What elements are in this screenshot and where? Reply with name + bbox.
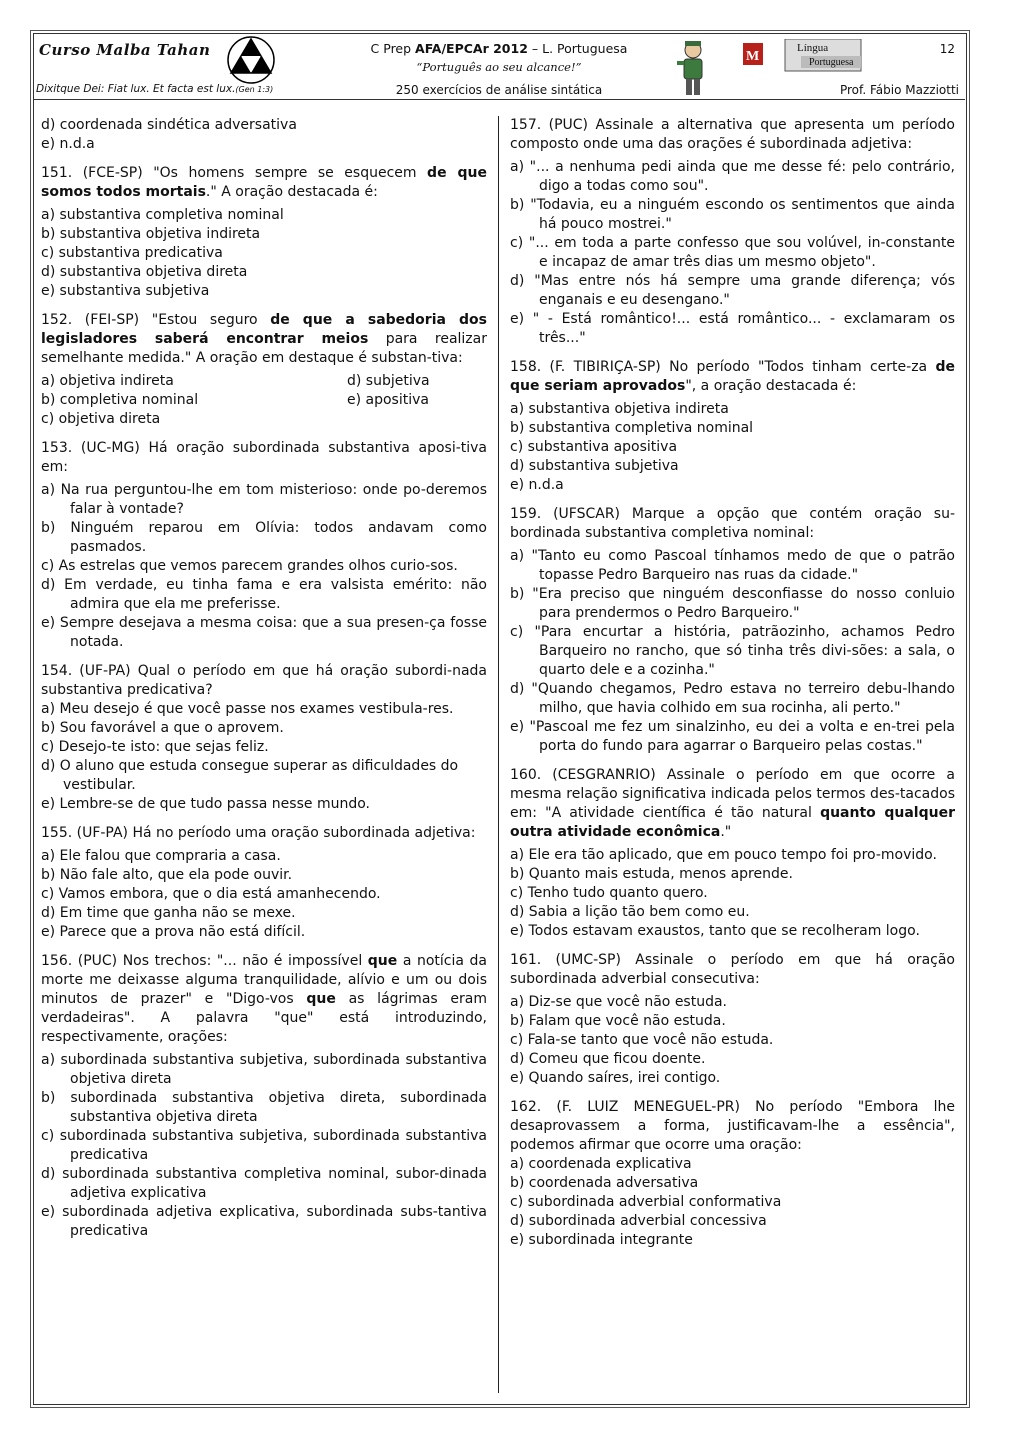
option: d) substantiva subjetiva [510,458,679,474]
option: d) Em time que ganha não se mexe. [41,905,296,921]
question-153 [41,439,487,652]
option: e) subordinada adjetiva explicativa, subordinada subs-tantiva predicativa [41,1204,487,1239]
option: d) subordinada adverbial concessiva [510,1213,767,1229]
question-155 [41,824,487,942]
slogan: “Português ao seu alcance!” [416,60,582,74]
question-154 [41,662,487,814]
question-text: 161. (UMC-SP) Assinale o período em que há oração subordinada adverbial consecutiva: [510,952,955,987]
logo-text-portuguesa: Portuguesa [809,57,854,68]
option: e) Sempre desejava a mesma coisa: que a sua presen-ça fosse notada. [41,615,487,650]
option: c) objetiva direta [41,411,161,427]
option: a) Na rua perguntou-lhe em tom misterioso: onde po-deremos falar à vontade? [41,482,487,517]
option: d) coordenada sindética adversativa [41,117,297,133]
option: a) "Tanto eu como Pascoal tínhamos medo de que o patrão topasse Pedro Barqueiro nas ruas da cidade." [510,548,955,583]
option: e) substantiva subjetiva [41,283,210,299]
question-151 [41,164,487,301]
option: c) As estrelas que vemos parecem grandes olhos curio-sos. [41,558,458,574]
header-rule [33,99,965,100]
option: b) Ninguém reparou em Olívia: todos andavam como pasmados. [41,520,487,555]
option: a) Diz-se que você não estuda. [510,994,728,1010]
option: c) subordinada substantiva subjetiva, subordinada substantiva predicativa [41,1128,487,1163]
option: d) "Quando chegamos, Pedro estava no terreiro debu-lhando milho, que havia colhido em sua rocinha, ali perto." [510,681,955,716]
option: b) Sou favorável a que o aprovem. [41,720,284,736]
continued-options [41,116,487,154]
cartoon-figure-icon [673,38,713,98]
option: e) Parece que a prova não está difícil. [41,924,306,940]
question-161 [510,951,955,1088]
option: d) substantiva objetiva direta [41,264,248,280]
option: b) Quanto mais estuda, menos aprende. [510,866,793,882]
right-column [510,116,955,1260]
subtitle: 250 exercícios de análise sintática [395,83,603,97]
question-152 [41,311,487,429]
option: a) "... a nenhuma pedi ainda que me desse fé: pelo contrário, digo a todas como sou". [510,159,955,194]
option: e) " - Está romântico!... está romântico... - exclamaram os três..." [510,311,955,346]
option: b) subordinada substantiva objetiva direta, subordinada substantiva objetiva direta [41,1090,487,1125]
question-162 [510,1098,955,1250]
svg-text:M: M [746,49,760,64]
option: c) substantiva apositiva [510,439,678,455]
option: a) coordenada explicativa [510,1156,692,1172]
page-number: 12 [939,42,955,56]
page-header [33,33,965,99]
option: e) Quando saíres, irei contigo. [510,1070,721,1086]
question-text: 157. (PUC) Assinale a alternativa que apresenta um período composto onde uma das orações é subordinada adjetiva: [510,117,955,152]
option: b) Falam que você não estuda. [510,1013,726,1029]
question-text: 154. (UF-PA) Qual o período em que há oração subordi-nada substantiva predicativa? [41,663,487,698]
option: d) subordinada substantiva completiva nominal, subor-dinada adjetiva explicativa [41,1166,487,1201]
question-159 [510,505,955,756]
option: e) Lembre-se de que tudo passa nesse mundo. [41,796,370,812]
option: d) Comeu que ficou doente. [510,1051,706,1067]
option: b) coordenada adversativa [510,1175,699,1191]
question-157 [510,116,955,348]
option: d) O aluno que estuda consegue superar as dificuldades do vestibular. [41,758,459,793]
motto: Dixitque Dei: Fiat lux. Et facta est lux.(Gen 1:3) [36,83,274,95]
question-text: 159. (UFSCAR) Marque a opção que contém oração su-bordinada substantiva completiva nominal: [510,506,955,541]
question-160 [510,766,955,941]
option: b) substantiva objetiva indireta [41,226,261,242]
course-title: C Prep AFA/EPCAr 2012 – L. Portuguesa [370,41,628,56]
option: d) subjetiva [347,373,430,389]
option: b) substantiva completiva nominal [510,420,754,436]
option: a) objetiva indireta [41,373,174,389]
question-156 [41,952,487,1241]
option: a) substantiva objetiva indireta [510,401,729,417]
question-text: 162. (F. LUIZ MENEGUEL-PR) No período "Embora lhe desaprovassem a forma, justificavam-lhe a essência", podemos afirmar que ocorre uma oração: [510,1099,955,1153]
option: b) completiva nominal [41,392,199,408]
option: a) substantiva completiva nominal [41,207,284,223]
option: b) Não fale alto, que ela pode ouvir. [41,867,293,883]
option: e) "Pascoal me fez um sinalzinho, eu dei a volta e en-trei pela porta do fundo para agarrar o Barqueiro pelas costas." [510,719,955,754]
option: c) "Para encurtar a história, patrãozinho, achamos Pedro Barqueiro no rancho, que só tinha três divi-sões: a sala, o quarto dele e a cozinha." [510,624,955,678]
option: c) Desejo-te isto: que sejas feliz. [41,739,269,755]
option: c) substantiva predicativa [41,245,223,261]
left-column [41,116,487,1251]
option: d) Em verdade, eu tinha fama e era valsista emérito: não admira que ela me preferisse. [41,577,487,612]
option: b) "Todavia, eu a ninguém escondo os sentimentos que ainda há pouco mostrei." [510,197,955,232]
option: d) Sabia a lição tão bem como eu. [510,904,750,920]
option: c) Vamos embora, que o dia está amanhecendo. [41,886,381,902]
option: a) Ele era tão aplicado, que em pouco tempo foi pro-movido. [510,847,937,863]
question-text: 156. (PUC) Nos trechos: "... não é impossível que a notícia da morte me deixasse alguma tranquilidade, alívio e um ou dois minutos de prazer" e "Digo-vos que as lágrimas eram verdadeiras". A palavra "que" está introduzindo, respectivamente, orações: [41,953,487,1045]
option: e) Todos estavam exaustos, tanto que se recolheram logo. [510,923,920,939]
option: e) n.d.a [510,477,564,493]
option: e) apositiva [347,392,429,408]
option: c) "... em toda a parte confesso que sou volúvel, in-constante e incapaz de amar três dias um mesmo objeto". [510,235,955,270]
question-158 [510,358,955,495]
question-text: 160. (CESGRANRIO) Assinale o período em que ocorre a mesma relação significativa indicada pelos termos des-tacados em: "A atividade científica é tão natural quanto qualquer outra atividade econômica." [510,767,955,840]
option: e) n.d.a [41,136,95,152]
question-text: 153. (UC-MG) Há oração subordinada substantiva aposi-tiva em: [41,440,487,475]
option: a) subordinada substantiva subjetiva, subordinada substantiva objetiva direta [41,1052,487,1087]
option: c) Tenho tudo quanto quero. [510,885,708,901]
question-text: 151. (FCE-SP) "Os homens sempre se esquecem de que somos todos mortais." A oração destacada é: [41,165,487,200]
option: a) Ele falou que compraria a casa. [41,848,281,864]
option: e) subordinada integrante [510,1232,693,1248]
option: d) "Mas entre nós há sempre uma grande diferença; vós enganais e eu desengano." [510,273,955,308]
option: a) Meu desejo é que você passe nos exames vestibula-res. [41,701,454,717]
option: b) "Era preciso que ninguém desconfiasse do nosso conluio para prendermos o Pedro Barqueiro." [510,586,955,621]
logo-text-lingua: Língua [797,42,829,54]
school-name: Curso Malba Tahan [39,41,211,59]
option: c) Fala-se tanto que você não estuda. [510,1032,774,1048]
question-text: 152. (FEI-SP) "Estou seguro de que a sabedoria dos legisladores saberá encontrar meios para realizar semelhante medida." A oração em destaque é substan-tiva: [41,312,487,366]
question-text: 155. (UF-PA) Há no período uma oração subordinada adjetiva: [41,825,476,841]
option: c) subordinada adverbial conformativa [510,1194,782,1210]
column-divider [498,116,499,1393]
professor-name: Prof. Fábio Mazziotti [839,83,959,97]
question-text: 158. (F. TIBIRIÇA-SP) No período "Todos tinham certe-za de que seriam aprovados", a oração destacada é: [510,359,955,394]
